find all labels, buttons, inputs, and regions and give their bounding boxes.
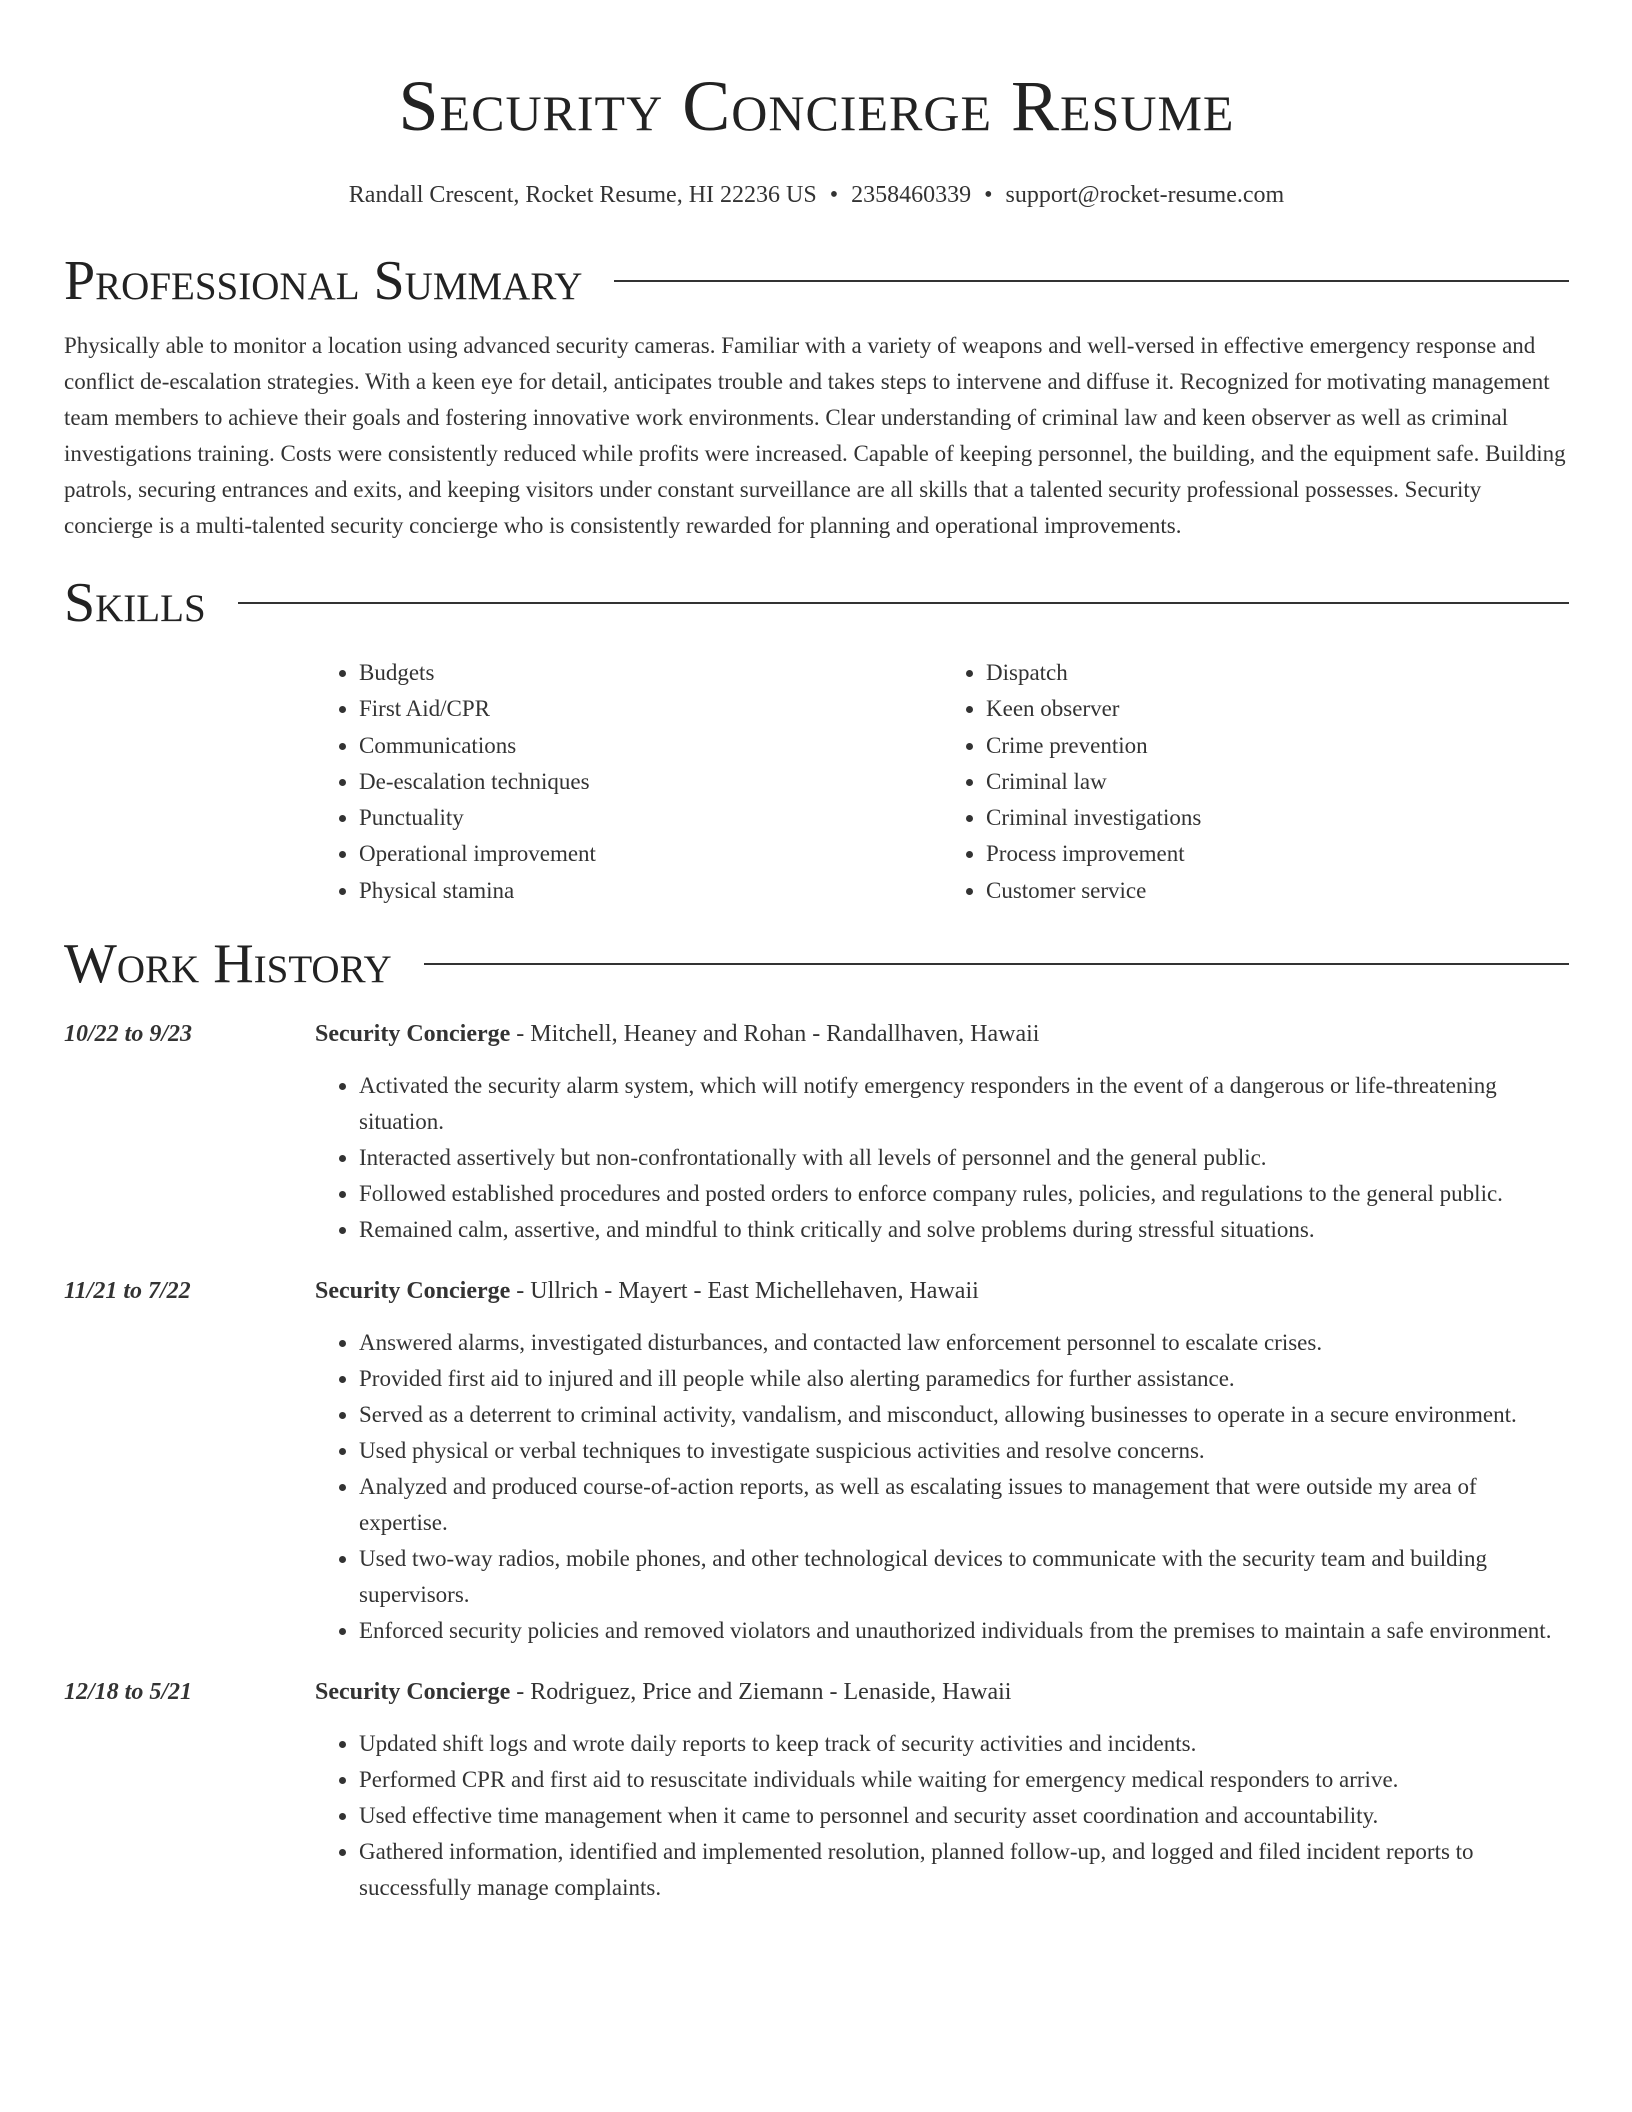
skill-item: • Criminal law [986, 764, 1569, 800]
job-bullet: • Gathered information, identified and implemented resolution, planned follow-up, and logged and filed incident reports to successfully manage complaints. [359, 1834, 1569, 1906]
contact-email: support@rocket-resume.com [1005, 182, 1285, 208]
job-entry [64, 1273, 1569, 1649]
section-divider [614, 280, 1569, 282]
job-body [315, 1674, 1569, 1906]
job-role: Security Concierge [315, 1278, 511, 1305]
job-bullet: • Analyzed and produced course-of-action reports, as well as escalating issues to management that were outside my area of expertise. [359, 1469, 1569, 1541]
resume-title: Security Concierge Resume [398, 66, 1235, 146]
skill-item: • Criminal investigations [986, 800, 1569, 836]
job-entry [64, 1016, 1569, 1248]
job-bullets [315, 1726, 1569, 1906]
contact-phone: 2358460339 [851, 182, 972, 208]
contact-separator: • [829, 182, 839, 208]
job-dates: 11/21 to 7/22 [64, 1278, 191, 1305]
job-body [315, 1016, 1569, 1248]
job-body [315, 1273, 1569, 1649]
job-bullet: • Used effective time management when it came to personnel and security asset coordination and accountability. [359, 1798, 1569, 1834]
job-employer: - Mitchell, Heaney and Rohan - Randallhaven, Hawaii [510, 1021, 1040, 1048]
job-bullets [315, 1068, 1569, 1248]
skill-item: • Physical stamina [359, 873, 942, 909]
job-employer: - Rodriguez, Price and Ziemann - Lenaside, Hawaii [510, 1679, 1012, 1706]
job-heading [315, 1674, 1569, 1710]
job-role: Security Concierge [315, 1021, 511, 1048]
resume-page [64, 0, 1569, 1906]
summary-section-header [64, 246, 1569, 316]
work-history-list [64, 1016, 1569, 1906]
skills-section-header [64, 568, 1569, 638]
skill-item: • Customer service [986, 873, 1569, 909]
section-divider [424, 963, 1569, 965]
skill-item: • Crime prevention [986, 728, 1569, 764]
summary-text: Physically able to monitor a location using advanced security cameras. Familiar with a variety of weapons and well-versed in effective emergency response and conflict de-escalation strategies. With a keen eye for detail, anticipates trouble and takes steps to intervene and diffuse it. Recognized for motivating management team members to achieve their goals and fostering innovative work environments. Clear understanding of criminal law and keen observer as well as criminal investigations training. Costs were consistently reduced while profits were increased. Capable of keeping personnel, the building, and the equipment safe. Building patrols, securing entrances and exits, and keeping visitors under constant surveillance are all skills that a talented security professional possesses. Security concierge is a multi-talented security concierge who is consistently rewarded for planning and operational improvements. [64, 333, 1566, 538]
skills-column-right [942, 655, 1569, 909]
job-bullet: • Updated shift logs and wrote daily reports to keep track of security activities and incidents. [359, 1726, 1569, 1762]
job-employer: - Ullrich - Mayert - East Michellehaven, Hawaii [510, 1278, 979, 1305]
skill-item: • Budgets [359, 655, 942, 691]
skill-item: • Process improvement [986, 836, 1569, 872]
skill-item: • Dispatch [986, 655, 1569, 691]
contact-separator: • [984, 182, 993, 208]
job-bullet: • Followed established procedures and posted orders to enforce company rules, policies, and regulations to the general public. [359, 1176, 1569, 1212]
job-bullet: • Performed CPR and first aid to resuscitate individuals while waiting for emergency medical responders to arrive. [359, 1762, 1569, 1798]
skills-list [315, 655, 1569, 909]
job-entry [64, 1674, 1569, 1906]
job-heading [315, 1273, 1569, 1309]
work-section-header [64, 929, 1569, 999]
job-bullet: • Served as a deterrent to criminal activity, vandalism, and misconduct, allowing businesses to operate in a secure environment. [359, 1397, 1569, 1433]
job-bullet: • Used physical or verbal techniques to investigate suspicious activities and resolve concerns. [359, 1433, 1569, 1469]
skill-item: • De-escalation techniques [359, 764, 942, 800]
skills-heading: Skills [64, 572, 206, 634]
job-bullets [315, 1325, 1569, 1649]
skill-item: • Operational improvement [359, 836, 942, 872]
job-dates: 12/18 to 5/21 [64, 1679, 193, 1706]
job-bullet: • Used two-way radios, mobile phones, and other technological devices to communicate with the security team and building supervisors. [359, 1541, 1569, 1613]
job-bullet: • Activated the security alarm system, which will notify emergency responders in the event of a dangerous or life-threatening situation. [359, 1068, 1569, 1140]
contact-line [64, 178, 1569, 212]
job-role: Security Concierge [315, 1679, 511, 1706]
skill-item: • First Aid/CPR [359, 691, 942, 727]
work-heading: Work History [64, 933, 392, 996]
skill-item: • Punctuality [359, 800, 942, 836]
section-divider [238, 602, 1569, 604]
job-bullet: • Provided first aid to injured and ill people while also alerting paramedics for further assistance. [359, 1361, 1569, 1397]
job-bullet: • Answered alarms, investigated disturbances, and contacted law enforcement personnel to escalate crises. [359, 1325, 1569, 1361]
skill-item: • Communications [359, 728, 942, 764]
summary-heading: Professional Summary [64, 250, 583, 312]
job-bullet: • Interacted assertively but non-confrontationally with all levels of personnel and the general public. [359, 1140, 1569, 1176]
job-bullet: • Enforced security policies and removed violators and unauthorized individuals from the premises to maintain a safe environment. [359, 1613, 1569, 1649]
job-dates: 10/22 to 9/23 [64, 1021, 193, 1048]
job-bullet: • Remained calm, assertive, and mindful to think critically and solve problems during stressful situations. [359, 1212, 1569, 1248]
skills-column-left [315, 655, 942, 909]
contact-address: Randall Crescent, Rocket Resume, HI 22236 US [348, 182, 817, 208]
job-heading [315, 1016, 1569, 1052]
skill-item: • Keen observer [986, 691, 1569, 727]
